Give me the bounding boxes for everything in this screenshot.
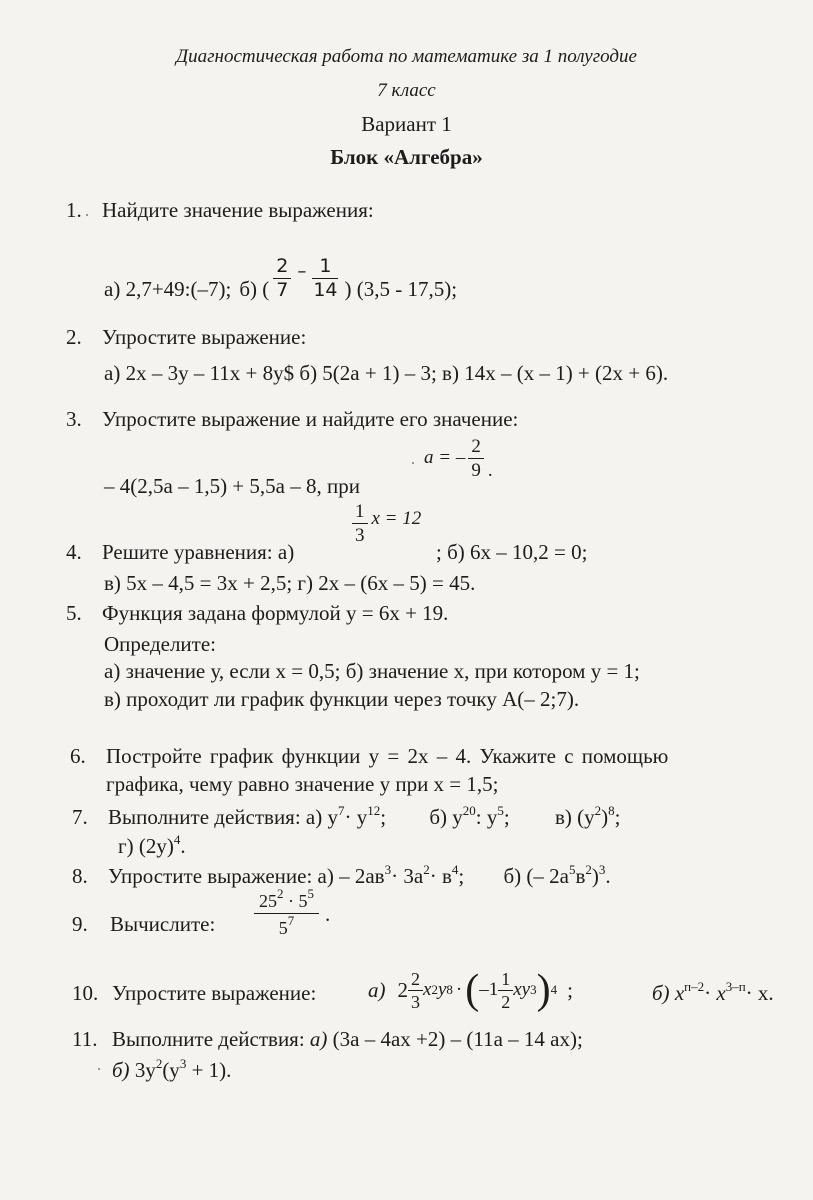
denominator: 3 [411, 991, 420, 1012]
base: 5 [278, 918, 288, 938]
numerator: 1 [319, 255, 332, 277]
exponent: 5 [497, 803, 504, 818]
paren-y: (у [577, 805, 595, 829]
semicolon: ; [458, 864, 465, 888]
part-c-label: в) [554, 805, 572, 829]
dot-operator: · [455, 979, 463, 1000]
colon-operator: : [475, 805, 482, 829]
exponent: 2 [423, 862, 430, 877]
numerator: 1 [498, 970, 513, 991]
part-a-label: а) [368, 977, 386, 1002]
numerator [254, 886, 319, 914]
variable-x: x [423, 979, 432, 1000]
task-1-fraction-1-14 [310, 257, 340, 300]
dot-operator: · [391, 864, 399, 888]
header-block: Блок «Алгебра» [330, 145, 483, 169]
dot-operator: · [344, 805, 352, 829]
numerator: 2 [468, 437, 484, 459]
period: . [325, 902, 331, 926]
paren-close: ) [601, 805, 609, 829]
period: . [180, 834, 186, 858]
scan-mark-icon [412, 462, 414, 464]
part-a-label: а) [309, 1027, 328, 1051]
part-b-label: б) [652, 981, 670, 1005]
task-11-title: Выполните действия: [112, 1027, 305, 1051]
factor: 3y [134, 1058, 156, 1082]
mixed-whole: –1 [479, 979, 499, 1000]
exponent: 7 [338, 803, 345, 818]
base-y: у [486, 805, 498, 829]
base-y: у [452, 805, 463, 829]
task-1-title: Найдите значение выражения: [102, 198, 374, 222]
header-title: Диагностическая работа по математике за 1 полугодие [176, 46, 637, 67]
task-1-part-b-close: ) (3,5 - 17,5); [344, 277, 458, 301]
task-5-number: 5. [66, 601, 82, 625]
base: 25 [259, 891, 277, 911]
semicolon: ; [614, 805, 621, 829]
task-5-title: Функция задана формулой у = 6х + 19. [102, 601, 449, 625]
task-5-parts-a-b: а) значение у, если х = 0,5; б) значение х, при котором у = 1; [104, 659, 640, 683]
exponent: 2 [594, 803, 602, 818]
factor: в [575, 864, 586, 888]
scan-mark-icon [86, 214, 88, 216]
task-4-equation-a [352, 502, 421, 545]
right-paren: ) [536, 967, 551, 1013]
numerator: 2 [276, 255, 289, 277]
task-5-part-c: в) проходит ли график функции через точку А(– 2;7). [104, 687, 580, 711]
exponent: 2 [585, 862, 592, 877]
factor: в [441, 864, 452, 888]
variable-xy: xy [513, 979, 531, 1000]
part-b-label: б) [112, 1058, 130, 1082]
task-9-fraction [254, 886, 331, 938]
exponent: 5 [307, 886, 314, 901]
variable-a: a = – [424, 447, 466, 468]
denominator: 2 [501, 991, 511, 1012]
base: 5 [298, 891, 308, 911]
task-1-expression [104, 240, 457, 310]
numerator: 2 [408, 970, 423, 991]
exponent: 4 [451, 862, 459, 877]
denominator: 7 [276, 279, 289, 301]
base-y: у [356, 805, 368, 829]
exponent: 2 [277, 886, 284, 901]
task-9-title: Вычислите: [110, 912, 216, 936]
task-8-line [108, 864, 611, 889]
task-6-number: 6. [70, 744, 86, 768]
task-8-title: Упростите выражение: а) – 2ав [108, 864, 385, 888]
part-b: б) (– 2а [503, 864, 569, 888]
exponent: 5 [568, 862, 576, 877]
task-3-number: 3. [66, 407, 82, 431]
task-7-line-2 [118, 834, 186, 859]
dot-operator: · [429, 864, 437, 888]
left-paren: ( [465, 967, 480, 1013]
exponent: 8 [608, 803, 615, 818]
task-3-title: Упростите выражение и найдите его значение: [102, 407, 519, 431]
numerator: 1 [352, 502, 368, 524]
task-10-expression-a: а) 2 $\frac{2}{3}$ x 2 y 8 · ( –1 $\frac{1}{2}$ xy 3 ) 4 ; [368, 967, 573, 1013]
task-5-determine: Определите: [104, 632, 217, 656]
task-11-line-2 [112, 1058, 231, 1083]
minus-sign: – [297, 261, 307, 282]
part-b-label: б) [429, 805, 448, 829]
task-1-part-b-open: б) ( [239, 277, 270, 301]
variable-y: y [437, 979, 447, 1000]
task-1-fraction-2-7 [273, 257, 291, 300]
fraction [254, 886, 319, 938]
denominator [276, 914, 298, 937]
exponent: п–2 [684, 979, 705, 994]
part-a-expression: (3a – 4ax +2) – (11a – 14 ax); [332, 1027, 583, 1051]
variable-x: x [674, 981, 685, 1005]
factor: 3а [403, 864, 424, 888]
fraction-2-3 [408, 970, 423, 1011]
denominator: 9 [471, 459, 481, 481]
task-11-number: 11. [72, 1027, 98, 1051]
semicolon: ; [380, 805, 387, 829]
factor: + 1). [186, 1058, 232, 1082]
exponent: 20 [462, 803, 476, 818]
task-4-title: Решите уравнения: а) [102, 540, 295, 564]
task-7-number: 7. [72, 805, 88, 829]
variable-x: x [716, 981, 726, 1005]
task-7-line-1 [108, 805, 620, 830]
task-4-equation-b: ; б) 6х – 10,2 = 0; [436, 540, 588, 564]
factor: (y [162, 1058, 180, 1082]
dot-operator: · [704, 981, 712, 1005]
header-grade: 7 класс [377, 80, 436, 101]
task-11-line-1 [112, 1027, 583, 1052]
task-1-part-a: а) 2,7+49:(–7); [104, 277, 232, 301]
period: . [487, 460, 493, 481]
exponent: 2 [155, 1056, 163, 1071]
dot-operator: · [288, 891, 294, 911]
fraction-1-3 [352, 502, 368, 545]
task-10-expression-b [652, 981, 774, 1006]
mixed-whole: 2 [397, 977, 408, 1002]
task-4-equations-c-d: в) 5х – 4,5 = 3х + 2,5; г) 2х – (6х – 5) = 45. [104, 571, 476, 595]
semicolon: ; [503, 805, 510, 829]
task-4-number: 4. [66, 540, 82, 564]
semicolon: ; [567, 977, 573, 1002]
equation-a-rhs: x = 12 [371, 507, 422, 529]
task-10-title: Упростите выражение: [112, 981, 317, 1005]
exponent: 7 [287, 913, 295, 928]
fraction-1-2 [498, 970, 513, 1011]
paren-close: ) [591, 864, 599, 888]
exponent: 3 [179, 1056, 187, 1071]
base-y: у [327, 805, 338, 829]
task-8-number: 8. [72, 864, 88, 888]
exponent: 3 [598, 862, 606, 877]
trailing-x: · x. [745, 981, 774, 1005]
fraction-2-9 [468, 437, 484, 480]
scan-mark-icon [98, 1068, 100, 1070]
period: . [605, 864, 611, 888]
task-3-value-of-a [424, 434, 493, 482]
exponent: 3 [384, 862, 392, 877]
task-7-title: Выполните действия: а) [108, 805, 323, 829]
task-2-expressions: а) 2х – 3у – 11х + 8у$ б) 5(2а + 1) – 3; в) 14х – (х – 1) + (2х + 6). [104, 361, 669, 385]
task-10-number: 10. [72, 981, 99, 1005]
exponent: 4 [173, 832, 181, 847]
task-6-line-2: графика, чему равно значение у при х = 1,5; [106, 772, 499, 796]
task-1-number: 1. [66, 198, 82, 222]
task-3-expression: – 4(2,5а – 1,5) + 5,5а – 8, при [104, 474, 360, 498]
task-2-title: Упростите выражение: [102, 325, 307, 349]
task-2-number: 2. [66, 325, 82, 349]
part-d: г) (2у) [118, 834, 174, 858]
exponent: 3–п [725, 979, 746, 994]
exponent: 12 [367, 803, 381, 818]
header-variant: Вариант 1 [361, 112, 452, 136]
task-9-number: 9. [72, 912, 88, 936]
denominator: 3 [355, 525, 365, 546]
denominator: 14 [313, 279, 338, 301]
task-6-line-1: Постройте график функции у = 2х – 4. Укажите с помощью [106, 744, 669, 768]
